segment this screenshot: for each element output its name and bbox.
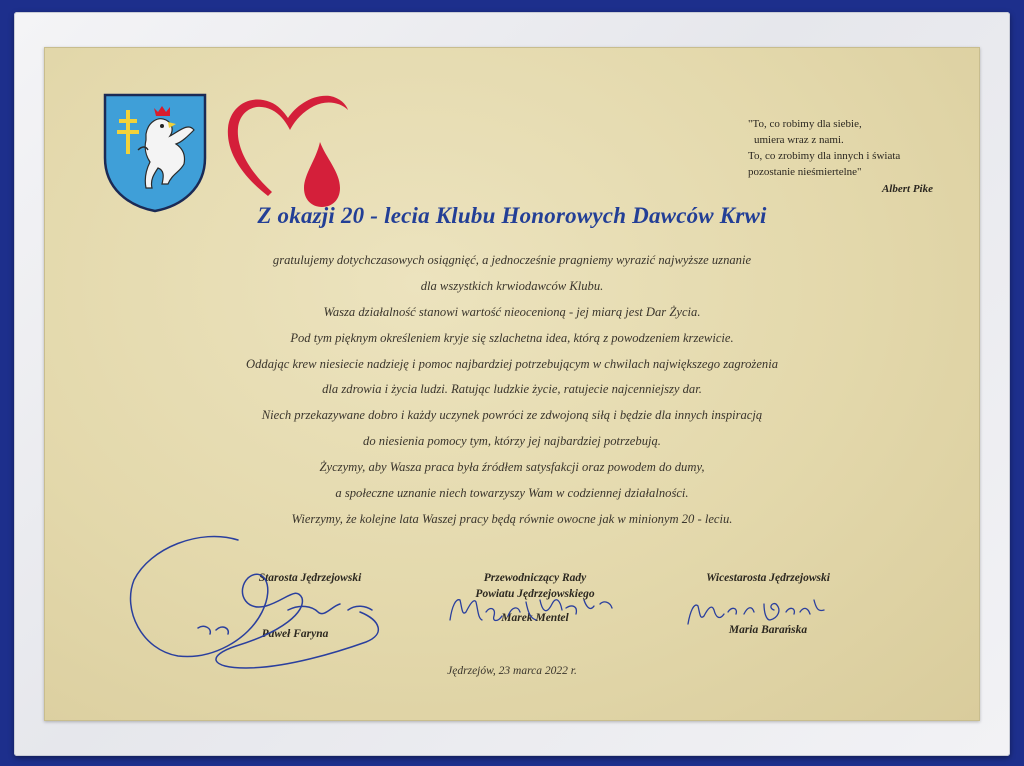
body-line: Wierzymy, że kolejne lata Waszej pracy będą równie owocne jak w minionym 20 - leciu.	[291, 511, 733, 526]
body-line: Oddając krew niesiecie nadzieję i pomoc najbardziej potrzebującym w chwilach największego zagrożenia	[246, 356, 778, 371]
signatory-wicestarosta	[668, 570, 868, 638]
certificate-body	[0, 248, 1024, 533]
body-line: Niech przekazywane dobro i każdy uczynek powróci ze zdwojoną siłą i będzie dla innych inspiracją	[261, 408, 763, 423]
signatory-role: Przewodniczący Rady	[483, 572, 587, 584]
body-line: Życzymy, aby Wasza praca była źródłem satysfakcji oraz powodem do dumy,	[319, 460, 705, 475]
signatory-role: Starosta Jędrzejowski	[258, 572, 362, 584]
signatory-role: Wicestarosta Jędrzejowski	[706, 572, 830, 584]
quote-line: To, co zrobimy dla innych i świata	[748, 150, 901, 162]
body-line: dla wszystkich krwiodawców Klubu.	[420, 278, 604, 293]
body-line: do niesienia pomocy tym, którzy jej najbardziej potrzebują.	[363, 434, 661, 449]
signatory-name: Paweł Faryna	[261, 628, 329, 640]
body-line: gratulujemy dotychczasowych osiągnięć, a jednocześnie pragniemy wyrazić najwyższe uznanie	[272, 253, 752, 267]
quote-line: pozostanie nieśmiertelne"	[748, 166, 862, 178]
body-line: Wasza działalność stanowi wartość nieocenioną - jej miarą jest Dar Życia.	[323, 304, 701, 319]
signatory-name: Maria Barańska	[728, 624, 808, 636]
quote-line: umiera wraz z nami.	[754, 134, 844, 146]
heart-blood-drop-icon	[222, 88, 352, 208]
signatory-role: Powiatu Jędrzejowskiego	[475, 588, 595, 600]
signatory-przewodniczacy	[430, 570, 640, 626]
quote-author: Albert Pike	[881, 183, 933, 195]
body-line: dla zdrowia i życia ludzi. Ratując ludzkie życie, ratujecie najcenniejszy dar.	[322, 382, 702, 397]
quote-block	[748, 116, 948, 197]
griffin-shield-icon	[102, 92, 208, 214]
body-line: a społeczne uznanie niech towarzyszy Wam w codziennej działalności.	[335, 486, 689, 501]
certificate-date: Jędrzejów, 23 marca 2022 r.	[447, 665, 577, 677]
quote-line: "To, co robimy dla siebie,	[748, 118, 862, 130]
certificate-title: Z okazji 20 - lecia Klubu Honorowych Dawców Krwi	[257, 203, 767, 228]
body-line: Pod tym pięknym określeniem kryje się szlachetna idea, którą z powodzeniem krzewicie.	[290, 330, 734, 345]
signatory-starosta	[210, 570, 410, 642]
signatory-name: Marek Mentel	[501, 612, 569, 624]
